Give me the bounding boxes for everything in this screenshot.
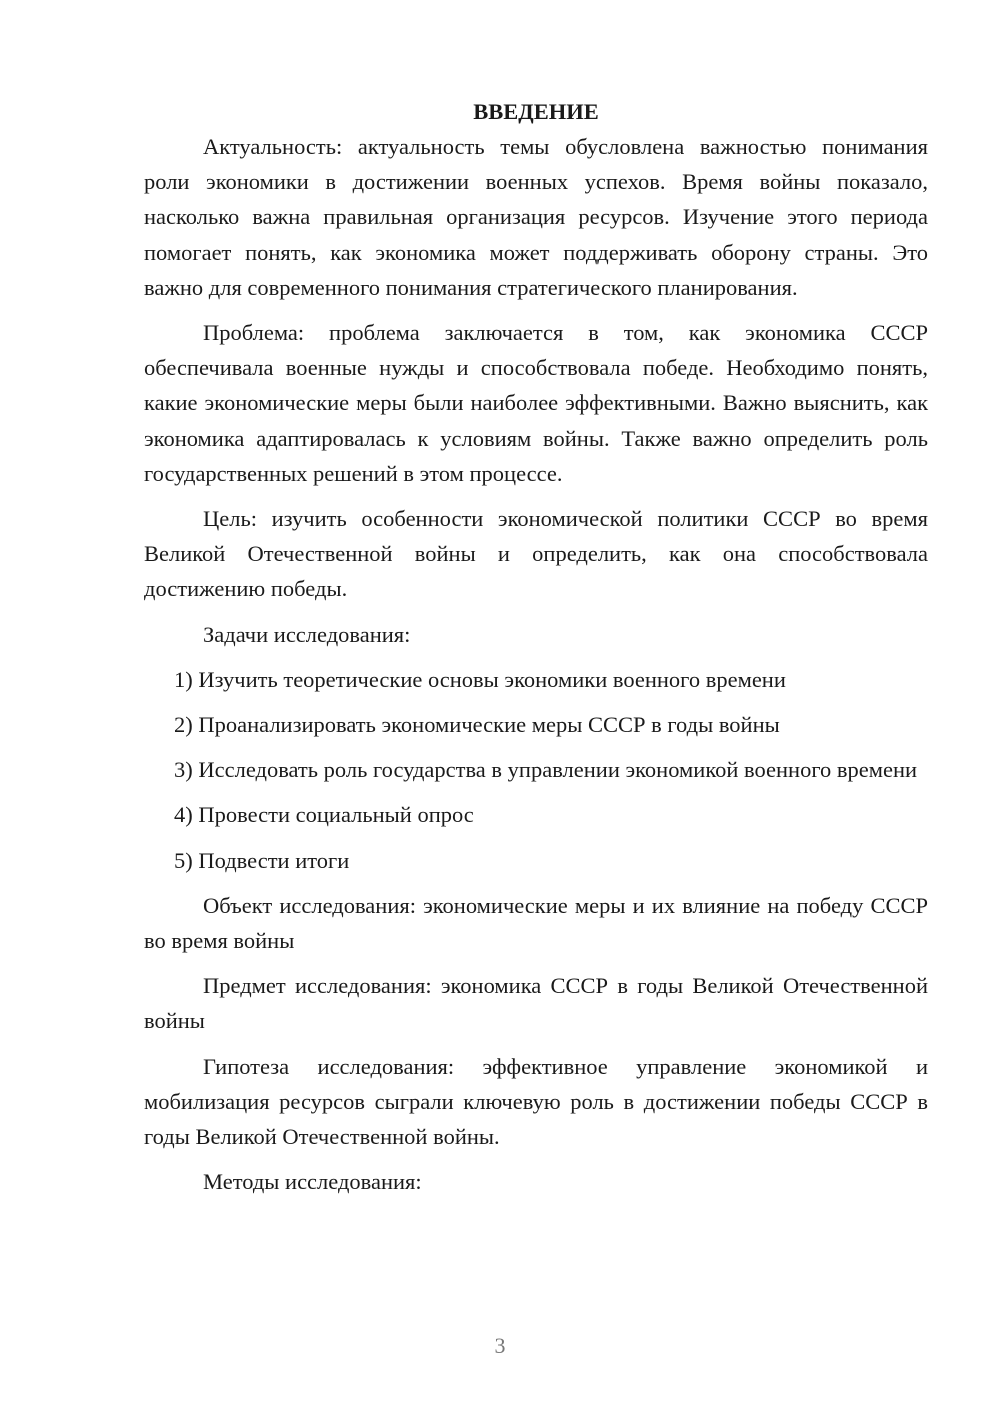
paragraph-relevance: Актуальность: актуальность темы обусловлена важностью понимания роли экономики в достижении военных успехов. Время войны показало, насколько важна правильная организация ресурсов. Изучение этого периода помогает понять, как экономика может поддерживать оборону страны. Это важно для современного понимания стратегического планирования. [144,134,928,300]
paragraph-object: Объект исследования: экономические меры и их влияние на победу СССР во время войны [144,892,928,954]
section-title: ВВЕДЕНИЕ [473,99,599,124]
paragraph-hypothesis: Гипотеза исследования: эффективное управление экономикой и мобилизация ресурсов сыграли ключевую роль в достижении победы СССР в годы Великой Отечественной войны. [144,1053,928,1150]
task-item-4: 4) Провести социальный опрос [174,802,474,828]
task-item-5: 5) Подвести итоги [174,847,350,873]
paragraph-goal: Цель: изучить особенности экономической политики СССР во время Великой Отечественной войны и определить, как она способствовала достижению победы. [144,506,928,602]
paragraph-subject: Предмет исследования: экономика СССР в годы Великой Отечественной войны [144,973,928,1034]
paragraph-tasks-heading: Задачи исследования: [203,621,411,647]
paragraph-methods-heading: Методы исследования: [203,1169,422,1195]
page-number: 3 [494,1333,506,1358]
task-item-1: 1) Изучить теоретические основы экономики военного времени [174,666,786,692]
task-item-3: 3) Исследовать роль государства в управлении экономикой военного времени [174,757,918,783]
paragraph-problem: Проблема: проблема заключается в том, как экономика СССР обеспечивала военные нужды и способствовала победе. Необходимо понять, какие экономические меры были наиболее эффективными. Важно выяснить, как экономика адаптировалась к условиям войны. Также важно определить роль государственных решений в этом процессе. [144,320,928,486]
page-content [144,94,928,1209]
task-item-2: 2) Проанализировать экономические меры СССР в годы войны [174,712,780,738]
